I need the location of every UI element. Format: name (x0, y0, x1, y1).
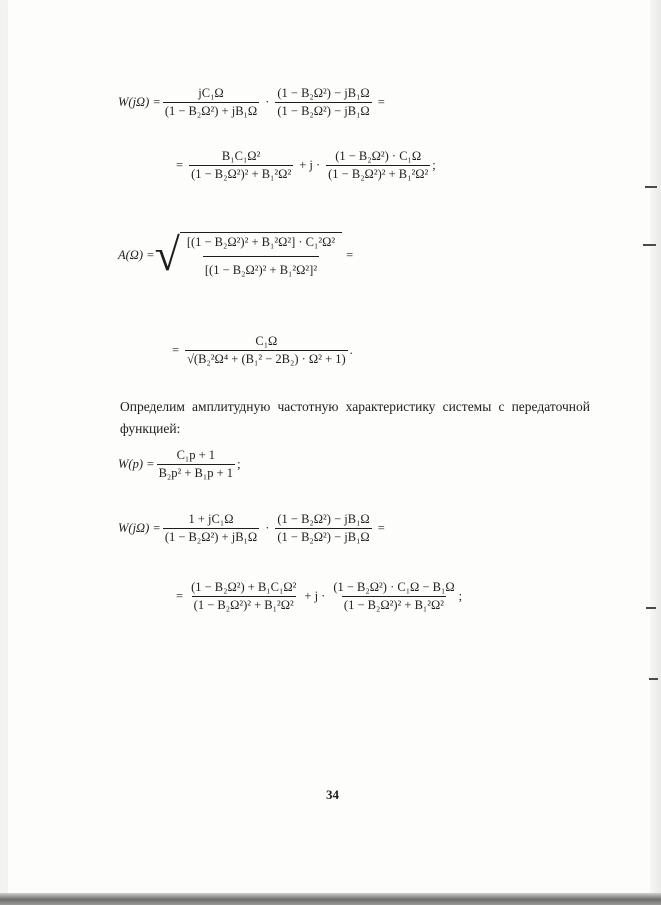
equation-W-p: W(p) = $\frac{\text{C₁p + 1}}{\text{B₂p² + B₁p + 1}}$ ; (118, 448, 241, 480)
fraction: $\frac{\text{(1 − B₂Ω²) − jB₁Ω}}{\text{(1 − B₂Ω²) − jB₁Ω}}$ (277, 86, 370, 118)
fraction: $\frac{\text{(1 − B₂Ω²) + B₁C₁Ω²}}{\text{(1 − B₂Ω²)² + B₁²Ω²}}$ (191, 580, 297, 612)
book-page (8, 0, 650, 893)
radical: √ $\frac{\text{[(1 − B₂Ω²)² + B₁²Ω²] · C₁²Ω²}}{\text{[(1 − B₂Ω²)² + B₁²Ω²]²}}$ (155, 232, 343, 278)
fraction: $\frac{\text{(1 − B₂Ω²) · C₁Ω}}{\text{(1 − B₂Ω²)² + B₁²Ω²}}$ (328, 149, 429, 181)
fraction: $\frac{\text{B₁C₁Ω²}}{\text{(1 − B₂Ω²)² + B₁²Ω²}}$ (191, 149, 292, 181)
fraction: $\frac{\text{(1 − B₂Ω²) − jB₁Ω}}{\text{(1 − B₂Ω²) − jB₁Ω}}$ (277, 512, 370, 544)
scan-mark (646, 607, 656, 609)
page-edge (650, 0, 661, 905)
scan-edge (0, 893, 661, 905)
equation-W-jOmega-2-cont: = $\frac{\text{(1 − B₂Ω²) + B₁C₁Ω²}}{\text{(1 − B₂Ω²)² + B₁²Ω²}}$ + j · $\frac{\text{(1 − B₂Ω²) · C₁Ω − B₁Ω}}{\text{(1 − B₂Ω²)² + B₁²Ω²}}$ ; (176, 580, 463, 612)
equation-A-Omega: A(Ω) = √ $\frac{\text{[(1 − B₂Ω²)² + B₁²Ω²] · C₁²Ω²}}{\text{[(1 − B₂Ω²)² + B₁²Ω²]²}}$ = (118, 229, 354, 280)
fraction: $\frac{\text{1 + jC₁Ω}}{\text{(1 − B₂Ω²) + jB₁Ω}}$ (164, 512, 258, 544)
scan-mark (643, 244, 656, 246)
equation-W-jOmega-1-cont: = $\frac{\text{B₁C₁Ω²}}{\text{(1 − B₂Ω²)² + B₁²Ω²}}$ + j · $\frac{\text{(1 − B₂Ω²) · C₁Ω}}{\text{(1 − B₂Ω²)² + B₁²Ω²}}$ ; (176, 149, 436, 181)
equation-A-Omega-cont: = $\frac{\text{C₁Ω}}{\text{√(B₂²Ω⁴ + (B₁² − 2B₂) · Ω² + 1)}}$ . (172, 334, 353, 366)
equation-W-jOmega-1: W(jΩ) = $\frac{\text{jC₁Ω}}{\text{(1 − B₂Ω²) + jB₁Ω}}$ · $\frac{\text{(1 − B₂Ω²) − jB₁Ω}}{\text{(1 − B₂Ω²) − jB₁Ω}}$ = (118, 86, 385, 118)
fraction: $\frac{\text{[(1 − B₂Ω²)² + B₁²Ω²] · C₁²Ω²}}{\text{[(1 − B₂Ω²)² + B₁²Ω²]²}}$ (186, 235, 336, 277)
scan-mark (645, 186, 657, 188)
fraction: $\frac{\text{jC₁Ω}}{\text{(1 − B₂Ω²) + jB₁Ω}}$ (164, 86, 258, 118)
fraction: $\frac{\text{C₁Ω}}{\text{√(B₂²Ω⁴ + (B₁² − 2B₂) · Ω² + 1)}}$ (187, 334, 346, 366)
fraction: $\frac{\text{C₁p + 1}}{\text{B₂p² + B₁p + 1}}$ (158, 448, 234, 480)
scan-mark (649, 678, 658, 680)
page-number: 34 (326, 787, 339, 802)
equation-W-jOmega-2: W(jΩ) = $\frac{\text{1 + jC₁Ω}}{\text{(1 − B₂Ω²) + jB₁Ω}}$ · $\frac{\text{(1 − B₂Ω²) − jB₁Ω}}{\text{(1 − B₂Ω²) − jB₁Ω}}$ = (118, 512, 385, 544)
body-paragraph: Определим амплитудную частотную характеристику системы с передаточной функцией: (120, 399, 590, 436)
fraction: $\frac{\text{(1 − B₂Ω²) · C₁Ω − B₁Ω}}{\text{(1 − B₂Ω²)² + B₁²Ω²}}$ (333, 580, 455, 612)
